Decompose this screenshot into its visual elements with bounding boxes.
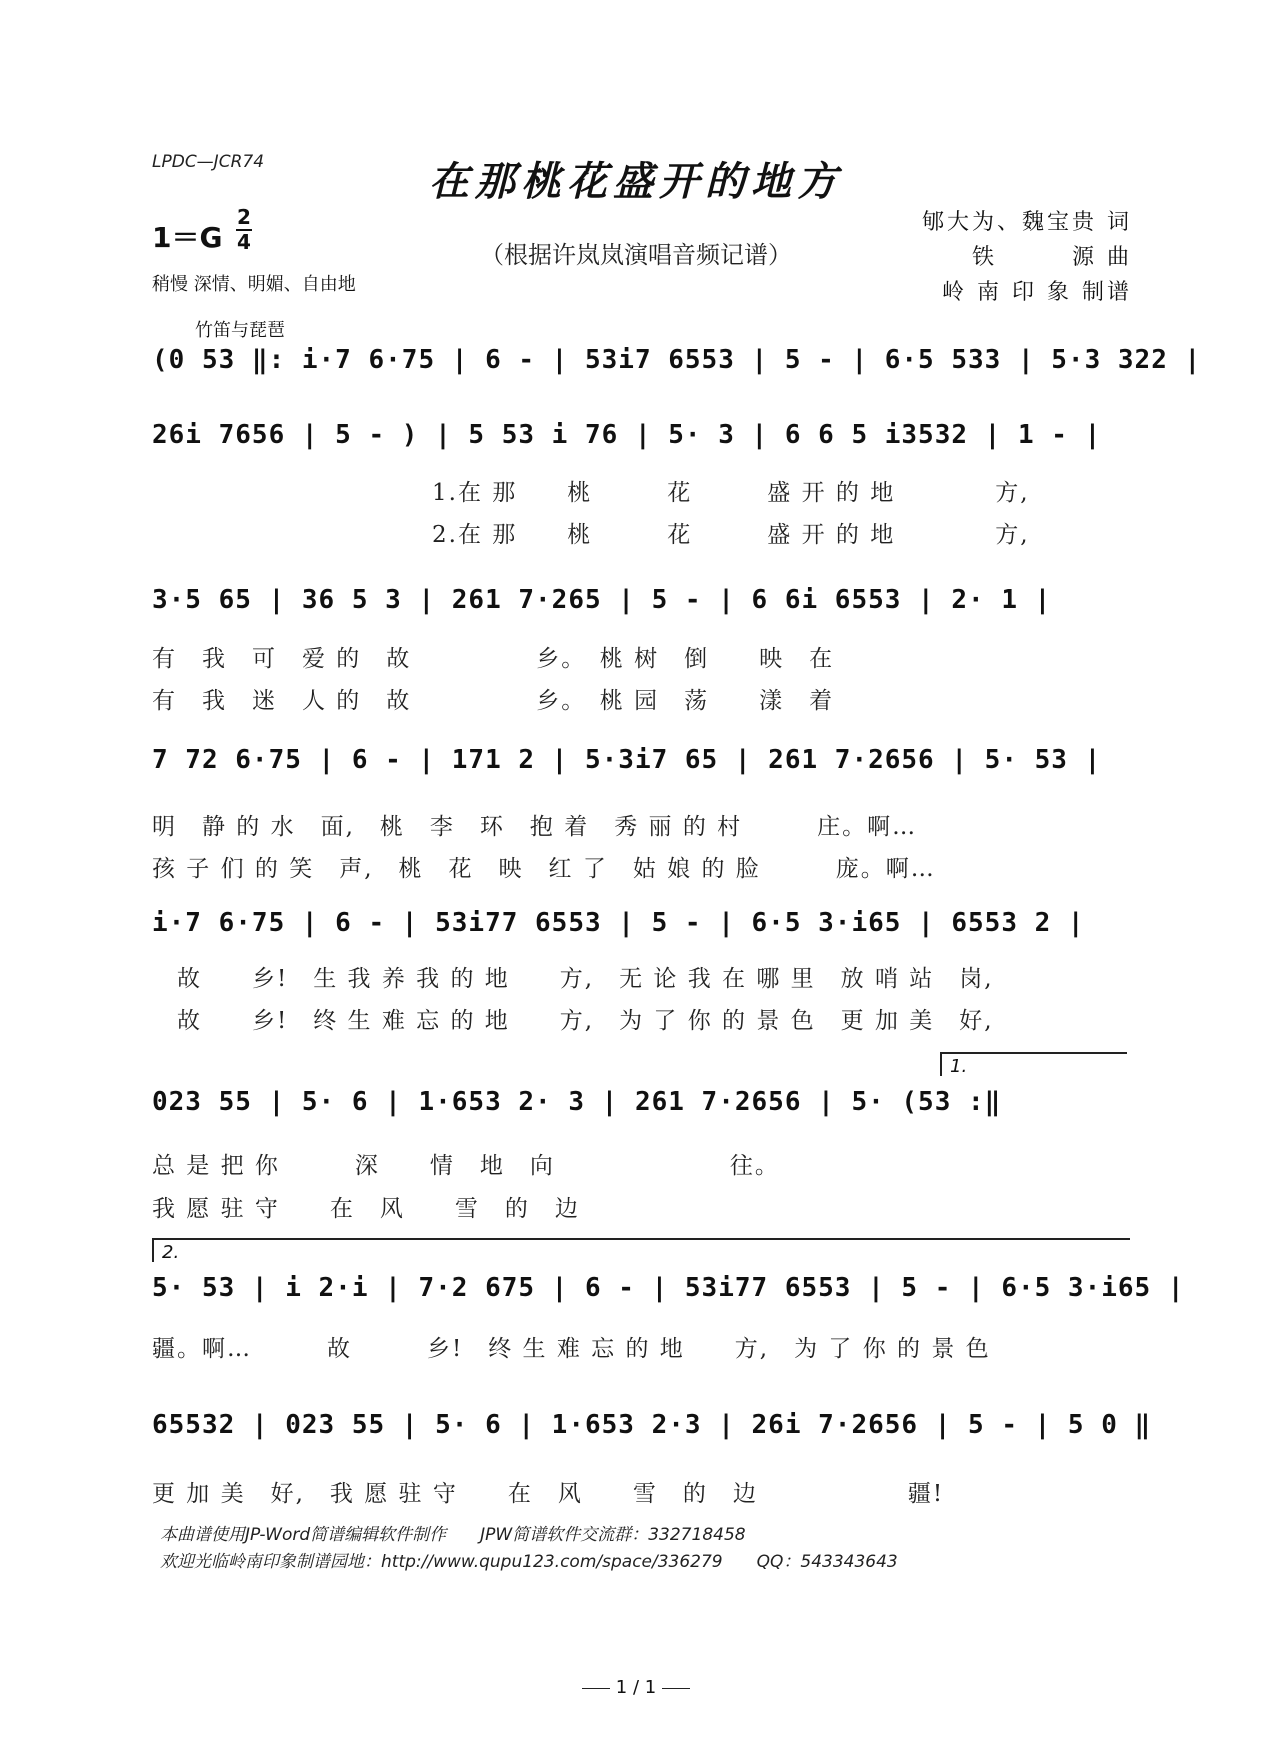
- page-rule-left: [582, 1688, 610, 1689]
- tempo-marking: 稍慢 深情、明媚、自由地: [152, 274, 356, 295]
- second-ending-label: 2.: [162, 1242, 180, 1263]
- first-ending-label: 1.: [950, 1056, 968, 1077]
- lyric-line-7: 疆。啊… 故 乡! 终 生 难 忘 的 地 方, 为 了 你 的 景 色: [152, 1336, 991, 1362]
- song-title: 在那桃花盛开的地方: [429, 158, 843, 205]
- score-code: LPDC—JCR74: [152, 152, 265, 172]
- lyricist-credit: 郇大为、魏宝贵 词: [922, 210, 1132, 235]
- lyric-line-5-verse-1: 故 乡! 生 我 养 我 的 地 方, 无 论 我 在 哪 里 放 哨 站 岗,: [152, 966, 994, 992]
- time-signature: [236, 207, 252, 253]
- page-rule-right: [662, 1688, 690, 1689]
- instrument-label: 竹笛与琵琶: [195, 320, 285, 341]
- song-subtitle: （根据许岚岚演唱音频记谱）: [480, 241, 792, 269]
- notation-line-4: 7 72 6·75 | 6 - | 171 2 | 5·3i7 65 | 261 7·2656 | 5· 53 |: [152, 745, 1102, 775]
- notation-line-7: 5· 53 | i 2·i | 7·2 675 | 6 - | 53i77 6553 | 5 - | 6·5 3·i65 |: [152, 1273, 1185, 1303]
- notation-line-5: i·7 6·75 | 6 - | 53i77 6553 | 5 - | 6·5 3·i65 | 6553 2 |: [152, 908, 1085, 938]
- meter-bottom: 4: [237, 230, 251, 254]
- lyric-line-2-verse-1: 1.在 那 桃 花 盛 开 的 地 方,: [432, 480, 1030, 506]
- composer-credit: 铁 源 曲: [972, 245, 1132, 270]
- page-number: [0, 1677, 1272, 1698]
- lyric-line-6-verse-2: 我 愿 驻 守 在 风 雪 的 边: [152, 1196, 580, 1222]
- lyric-line-2-verse-2: 2.在 那 桃 花 盛 开 的 地 方,: [432, 522, 1030, 548]
- footer-software-note: 本曲谱使用JP-Word简谱编辑软件制作 JPW简谱软件交流群：332718458: [160, 1525, 746, 1545]
- notation-line-3: 3·5 65 | 36 5 3 | 261 7·265 | 5 - | 6 6i 6553 | 2· 1 |: [152, 585, 1052, 615]
- lyric-line-4-verse-1: 明 静 的 水 面, 桃 李 环 抱 着 秀 丽 的 村 庄。啊…: [152, 814, 918, 840]
- lyric-line-5-verse-2: 故 乡! 终 生 难 忘 的 地 方, 为 了 你 的 景 色 更 加 美 好,: [152, 1008, 994, 1034]
- second-ending-bracket: [152, 1238, 1130, 1262]
- lyric-line-6-verse-1: 总 是 把 你 深 情 地 向 往。: [152, 1153, 780, 1179]
- notation-line-8: 65532 | 023 55 | 5· 6 | 1·653 2·3 | 26i 7·2656 | 5 - | 5 0 ‖: [152, 1410, 1152, 1440]
- meter-top: 2: [237, 205, 251, 229]
- lyric-line-3-verse-1: 有 我 可 爱 的 故 乡。 桃 树 倒 映 在: [152, 646, 835, 672]
- notation-line-1: (0 53 ‖: i·7 6·75 | 6 - | 53i7 6553 | 5 - | 6·5 533 | 5·3 322 |: [152, 345, 1202, 375]
- lyric-line-3-verse-2: 有 我 迷 人 的 故 乡。 桃 园 荡 漾 着: [152, 688, 835, 714]
- footer-website-note: 欢迎光临岭南印象制谱园地：http://www.qupu123.com/space/336279 QQ：543343643: [160, 1552, 898, 1572]
- notation-line-2: 26i 7656 | 5 - ) | 5 53 i 76 | 5· 3 | 6 6 5 i3532 | 1 - |: [152, 420, 1102, 450]
- page-number-text: 1 / 1: [615, 1677, 657, 1698]
- first-ending-bracket: [940, 1052, 1127, 1076]
- arranger-credit: 岭 南 印 象 制谱: [942, 280, 1132, 305]
- lyric-line-4-verse-2: 孩 子 们 的 笑 声, 桃 花 映 红 了 姑 娘 的 脸 庞。啊…: [152, 856, 936, 882]
- key-signature: 1＝G: [152, 221, 223, 254]
- lyric-line-8: 更 加 美 好, 我 愿 驻 守 在 风 雪 的 边 疆!: [152, 1481, 945, 1507]
- notation-line-6: 023 55 | 5· 6 | 1·653 2· 3 | 261 7·2656 | 5· (53 :‖: [152, 1087, 1002, 1117]
